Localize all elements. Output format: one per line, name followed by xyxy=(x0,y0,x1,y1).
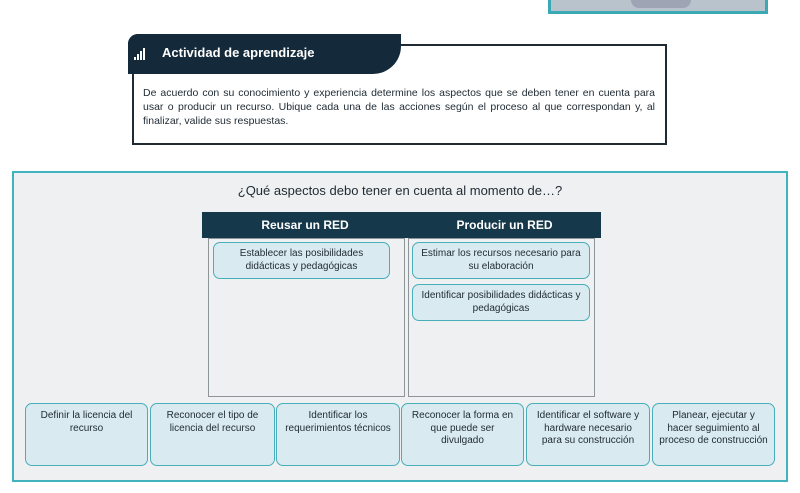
drop-zone-producir[interactable] xyxy=(408,238,595,397)
activity-header xyxy=(128,34,401,74)
placed-card[interactable]: Identificar posibilidades didácticas y pedagógicas xyxy=(412,284,590,321)
column-header-producir: Producir un RED xyxy=(408,212,601,238)
draggable-card[interactable]: Reconocer el tipo de licencia del recurso xyxy=(150,403,275,466)
draggable-card[interactable]: Definir la licencia del recurso xyxy=(25,403,148,466)
activity-panel xyxy=(132,44,667,145)
activity-instructions: De acuerdo con su conocimiento y experiencia determine los aspectos que se deben tener en cuenta para usar o producir un recurso. Ubique cada una de las acciones según el proceso al que correspondan y, al finalizar, valide sus respuestas. xyxy=(143,87,655,127)
activity-title: Actividad de aprendizaje xyxy=(162,45,315,60)
draggable-card[interactable]: Planear, ejecutar y hacer seguimiento al proceso de construcción xyxy=(652,403,775,466)
decorative-image xyxy=(548,0,768,14)
draggable-card[interactable]: Identificar los requerimientos técnicos xyxy=(276,403,400,466)
column-header-reusar: Reusar un RED xyxy=(202,212,408,238)
draggable-card[interactable]: Reconocer la forma en que puede ser divulgado xyxy=(401,403,524,466)
draggable-card[interactable]: Identificar el software y hardware necesario para su construcción xyxy=(526,403,650,466)
board-question: ¿Qué aspectos debo tener en cuenta al momento de…? xyxy=(237,183,563,198)
bar-chart-icon xyxy=(134,48,146,60)
drop-zone-reusar[interactable] xyxy=(208,238,405,397)
placed-card[interactable]: Establecer las posibilidades didácticas y pedagógicas xyxy=(213,242,390,279)
placed-card[interactable]: Estimar los recursos necesario para su elaboración xyxy=(412,242,590,279)
drag-drop-board xyxy=(12,171,788,482)
